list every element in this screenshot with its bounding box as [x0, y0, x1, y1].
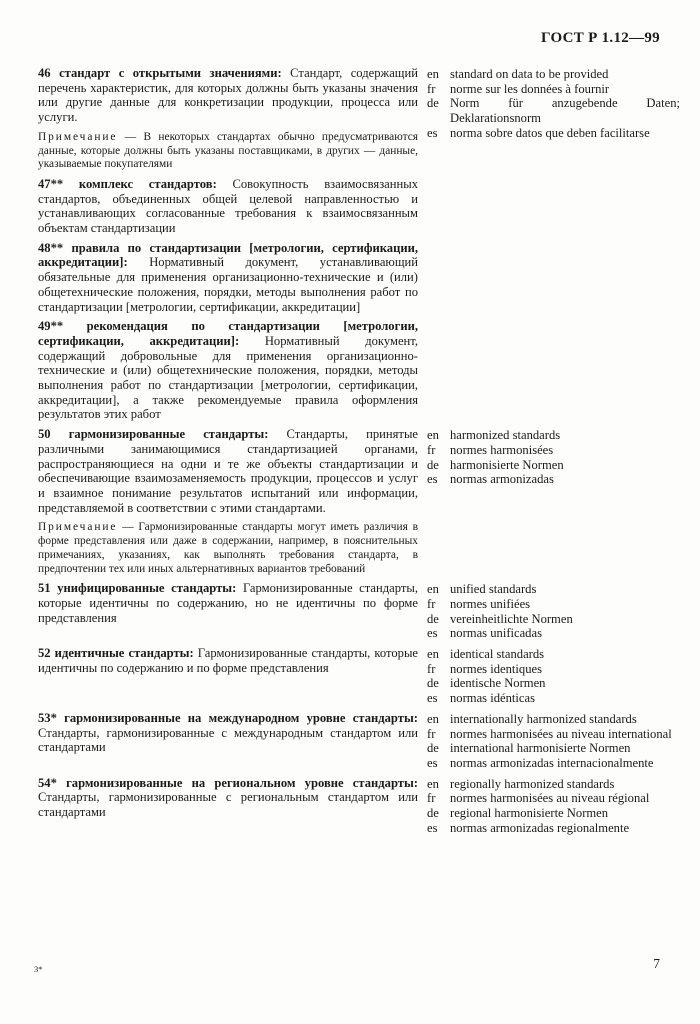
translation-row [427, 82, 680, 97]
language-code: de [427, 96, 439, 111]
translation-row [427, 126, 680, 141]
translation-text: normes unifiées [450, 596, 531, 611]
term-entry-50 [38, 427, 686, 576]
translation-text: harmonisierte Normen [450, 457, 564, 472]
term-entry-52 [38, 646, 686, 706]
term-entry-54 [38, 776, 686, 836]
translation-row [427, 662, 680, 677]
translation-text: identical standards [450, 647, 545, 662]
translation-text: normes identiques [450, 661, 542, 676]
translation-text: normas armonizadas [450, 472, 554, 487]
term-label: 52 идентичные стандарты: [38, 646, 194, 661]
language-code: de [427, 741, 439, 756]
translation-text: Norm für anzugebende Daten; Deklarationsnorm [450, 96, 680, 126]
translation-row [427, 96, 680, 125]
language-code: de [427, 806, 439, 821]
translation-text: standard on data to be provided [450, 67, 609, 81]
translation-row [427, 472, 680, 487]
language-code: fr [427, 791, 436, 806]
term-entry-49 [38, 319, 686, 422]
term-definition: Стандарты, принятые различными занимающимися стандартизацией органами, распространяющиеся на одни и те же объекты стандартизации и обеспечивающие взаимозаменяемость продукции, процессов и услуг и взаимное понимание результатов испытаний или информации, представляемой в соответствии с этими стандартами. [38, 427, 418, 515]
translation-text: international harmonisierte Normen [450, 741, 631, 756]
language-code: fr [427, 81, 436, 96]
term-definition-column [38, 241, 418, 315]
term-label: 54* гармонизированные на региональном уровне стандарты: [38, 775, 418, 790]
term-definition-column [38, 711, 418, 755]
term-translations-column [427, 776, 680, 836]
term-definition-column [38, 646, 418, 675]
term-translations-column [427, 581, 680, 641]
translation-text: norma sobre datos que deben facilitarse [450, 125, 650, 140]
term-definition-column [38, 319, 418, 422]
translation-text: normas armonizadas regionalmente [450, 820, 630, 835]
translation-text: normes harmonisées au niveau international [450, 726, 672, 741]
language-code: en [427, 776, 439, 791]
translation-row [427, 777, 680, 792]
translation-row [427, 597, 680, 612]
term-label: 47** комплекс стандартов: [38, 176, 217, 191]
translation-text: regionally harmonized standards [450, 776, 615, 791]
term-entry-47 [38, 177, 686, 236]
term-label: 53* гармонизированные на международном уровне стандарты: [38, 710, 418, 725]
language-code: en [427, 582, 439, 597]
term-translations-column [427, 66, 680, 141]
translation-text: normas idénticas [450, 691, 535, 706]
translation-row [427, 67, 680, 82]
translation-row [427, 806, 680, 821]
note-label: Примечание [38, 521, 118, 534]
term-definition: Гармонизированные стандарты, которые идентичны по содержанию, но не идентичны по форме представления [38, 581, 418, 625]
translation-row [427, 676, 680, 691]
translation-text: harmonized standards [450, 428, 561, 443]
translation-text: vereinheitlichte Normen [450, 611, 573, 626]
language-code: fr [427, 661, 436, 676]
translation-row [427, 626, 680, 641]
translation-text: regional harmonisierte Normen [450, 806, 609, 821]
term-definition-column [38, 581, 418, 625]
term-definition: Стандарт, содержащий перечень характеристик, для которых должны быть указаны значения или другие данные для конкретизации продукции, процесса или услуги. [38, 66, 418, 125]
translation-row [427, 821, 680, 836]
note-text: — Гармонизированные стандарты могут иметь различия в форме представления или даже в содержании, например, в пояснительных примечаниях, указаниях, как выполнять требования стандарта, в предпочтении тех или иных альтернативных вариантов требований [38, 521, 418, 575]
term-definition: Нормативный документ, содержащий добровольные для применения организационно-технические и (или) общетехнические положения, порядки, методы выполнения работ по стандартизации [метрологии, сертификации, аккредитации], а также рекомендуемые правила оформления результатов этих работ [38, 333, 419, 422]
term-label: 50 гармонизированные стандарты: [38, 427, 269, 442]
term-label: 48** правила по стандартизации [метрологии, сертификации, аккредитации]: [38, 240, 418, 270]
term-entry-48 [38, 241, 686, 315]
term-definition: Стандарты, гармонизированные с международным стандартом или стандартами [38, 725, 418, 755]
term-label: 46 стандарт с открытыми значениями: [38, 66, 282, 80]
term-label: 51 унифицированные стандарты: [38, 581, 237, 596]
translation-row [427, 741, 680, 756]
term-definition-column [38, 776, 418, 820]
term-translations-column [427, 427, 680, 487]
page-number: 7 [653, 956, 660, 971]
language-code: es [427, 125, 438, 140]
translation-row [427, 443, 680, 458]
translation-text: identische Normen [450, 676, 546, 691]
translation-text: unified standards [450, 582, 537, 597]
language-code: en [427, 711, 439, 726]
language-code: fr [427, 442, 436, 457]
language-code: de [427, 676, 439, 691]
translation-row [427, 612, 680, 627]
translation-text: norme sur les données à fournir [450, 81, 610, 96]
term-entry-51 [38, 581, 686, 641]
term-definition-column [38, 427, 418, 576]
translation-row [427, 582, 680, 597]
language-code: de [427, 611, 439, 626]
term-label: 49** рекомендация по стандартизации [метрологии, сертификации, аккредитации]: [38, 319, 418, 348]
translation-text: normes harmonisées au niveau régional [450, 791, 650, 806]
translation-row [427, 428, 680, 443]
printer-signature-mark: 3* [34, 964, 43, 974]
term-entry-53 [38, 711, 686, 771]
language-code: es [427, 755, 438, 770]
language-code: en [427, 647, 439, 662]
term-translations-column [427, 646, 680, 706]
translation-row [427, 647, 680, 662]
translation-row [427, 691, 680, 706]
term-definition: Стандарты, гармонизированные с региональным стандартом или стандартами [38, 790, 418, 820]
note-label: Примечание [38, 130, 118, 143]
translation-row [427, 756, 680, 771]
language-code: es [427, 691, 438, 706]
translation-row [427, 458, 680, 473]
term-definition-column [38, 177, 418, 236]
term-definition-column [38, 66, 418, 172]
term-definition: Совокупность взаимосвязанных стандартов, объединенных общей целевой направленностью и устанавливающих согласованные требования к взаимосвязанным объектам стандартизации [38, 176, 419, 236]
terms-list [38, 66, 686, 835]
language-code: es [427, 472, 438, 487]
term-definition: Нормативный документ, устанавливающий обязательные для применения организационно-технические и (или) общетехнические положения, порядки, методы выполнения работ по стандартизации [метрологии, сертификации, аккредитации] [38, 255, 418, 314]
translation-row [427, 791, 680, 806]
translation-row [427, 727, 680, 742]
language-code: es [427, 626, 438, 641]
language-code: fr [427, 726, 436, 741]
term-entry-46 [38, 66, 686, 172]
language-code: en [427, 428, 439, 443]
language-code: en [427, 67, 439, 81]
translation-text: normas armonizadas internacionalmente [450, 755, 654, 770]
term-definition: Гармонизированные стандарты, которые идентичны по содержанию и по форме представления [38, 646, 418, 675]
translation-text: normes harmonisées [450, 442, 554, 457]
translation-text: internationally harmonized standards [450, 711, 637, 726]
document-header-title: ГОСТ Р 1.12—99 [541, 30, 660, 46]
language-code: es [427, 820, 438, 835]
note-text: — В некоторых стандартах обычно предусматриваются данные, которые должны быть указаны поставщиками, в других — данные, указываемые покупателями [38, 130, 418, 171]
language-code: fr [427, 596, 436, 611]
translation-text: normas unificadas [450, 626, 542, 641]
term-translations-column [427, 711, 680, 771]
translation-row [427, 712, 680, 727]
language-code: de [427, 457, 439, 472]
